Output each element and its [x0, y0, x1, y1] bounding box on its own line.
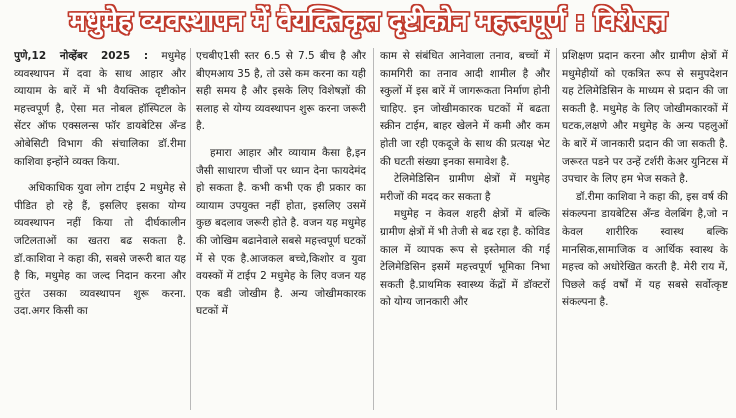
article-column-3 — [380, 48, 550, 414]
headline: मधुमेह व्यवस्थापन में वैयक्तिकृत दृष्टीकोन महत्त्वपूर्ण : विशेषज्ञ — [69, 6, 667, 37]
article-column-2 — [196, 48, 366, 414]
article-paragraph: अधिकाधिक युवा लोग टाईप 2 मधुमेह से पीडित हो रहे हैं, इसलिए इसका योग्य व्यवस्थापन नहीं किया तो दीर्घकालीन जटिलताओं का खतरा बढ सकता है. डॉ.काशिवा ने कहा की, सबसे जरूरी बात यह है कि, मधुमेह का जल्द निदान करना और तुरंत उसका व्यवस्थापन शुरू करना. उदा.अगर किसी का — [14, 182, 186, 318]
article-paragraph: एचबीए1सी स्तर 6.5 से 7.5 बीच है और बीएमआय 35 है, तो उसे कम करना का यही सही समय है और इसके लिए विशेषज्ञों की सलाह से योग्य व्यवस्थापन शुरू करना जरूरी है. — [196, 50, 366, 133]
article-paragraph: मधुमेह न केवल शहरी क्षेत्रों में बल्कि ग्रामीण क्षेत्रों में भी तेजी से बढ रहा है. कोविड काल में व्यापक रूप से इस्तेमाल की गई टेलिमेडिसिन इसमें महत्त्वपूर्ण भूमिका निभा सकती है.प्राथमिक स्वास्थ्य केंद्रों में डॉक्टरों को योग्य जानकारी और — [380, 208, 550, 309]
dateline: पुणे,12 नोव्हेंबर 2025 : — [14, 50, 149, 62]
subheading: टेलिमेडिसिन ग्रामीण क्षेत्रों में मधुमेह मरीजों की मदद कर सकता है — [380, 173, 550, 203]
article-paragraph: हमारा आहार और व्यायाम कैसा है,इन जैसी साधारण चीजों पर ध्यान देना फायदेमंद हो सकता है. कभी कभी एक ही प्रकार का व्यायाम उपयुक्त नहीं होता, इसलिए उसमें कुछ बदलाव जरूरी होते है. वजन यह मधुमेह की जोखिम बढानेवाले सबसे महत्त्वपूर्ण घटकों में से एक है.आजकल बच्चे,किशोर व युवा वयस्कों में टाईप 2 मधुमेह के लिए वजन यह एक बडी जोखीम है. अन्य जोखीमकारक घटकों में — [196, 146, 366, 318]
article-paragraph: काम से संबंधित आनेवाला तनाव, बच्चों में कामगिरी का तनाव आदी शामील है और स्कुलों में इस बारें में जागरूकता निर्माण होनी चाहिए. इन जोखीमकारक घटकों में बढता स्क्रीन टाईम, बाहर खेलने में कमी और कम होती जा रही एकदूजे के साथ की प्रत्यक्ष भेट की घटती संख्या इनका समावेश है. — [380, 50, 550, 168]
article-paragraph: डॉ.रीमा काशिवा ने कहा की, इस वर्ष की संकल्पना डायबेटिस अँन्ड वेलबिंग है,जो न केवल शारीरिक स्वास्थ बल्कि मानसिक,सामाजिक व आर्थिक स्वास्थ के महत्त्व को अधोरेखित करती है. मेरी राय में, पिछले कई वर्षों में यह सबसे सर्वोत्कृष्ट संकल्पना है. — [562, 190, 728, 309]
paragraph-text: मधुमेह व्यवस्थापन में दवा के साथ आहार और व्यायाम के बारें में भी वैयक्तिक दृष्टीकोन महत्त्वपूर्ण है, ऐसा मत नोबल हॉस्पिटल के सेंटर ऑफ एक्सलन्स फॉर डायबेटिस अँन्ड ओबेसिटी विभाग की संचालिका डॉ.रीमा काशिवा इन्होंने व्यक्त किया. — [14, 50, 186, 168]
column-divider — [373, 48, 374, 410]
column-divider — [556, 48, 557, 410]
article-paragraph — [14, 48, 186, 171]
article-column-4 — [562, 48, 728, 414]
article-paragraph: प्रशिक्षण प्रदान करना और ग्रामीण क्षेत्रों में मधुमेहीयों को एकत्रित रूप से समुपदेशन यह टेलिमेडिसिन के माध्यम से प्रदान की जा सकती है. मधुमेह के लिए जोखीमकारकों में घटक,लक्षणे और मधुमेह के अन्य पहलुओं के बारें में जानकारी प्रदान की जा सकती है. जरूरत पडने पर उन्हें टर्शरी केअर युनिटस में उपचार के लिए हम भेज सकते है. — [562, 50, 728, 186]
column-divider — [190, 48, 191, 410]
article-column-1 — [14, 48, 186, 414]
